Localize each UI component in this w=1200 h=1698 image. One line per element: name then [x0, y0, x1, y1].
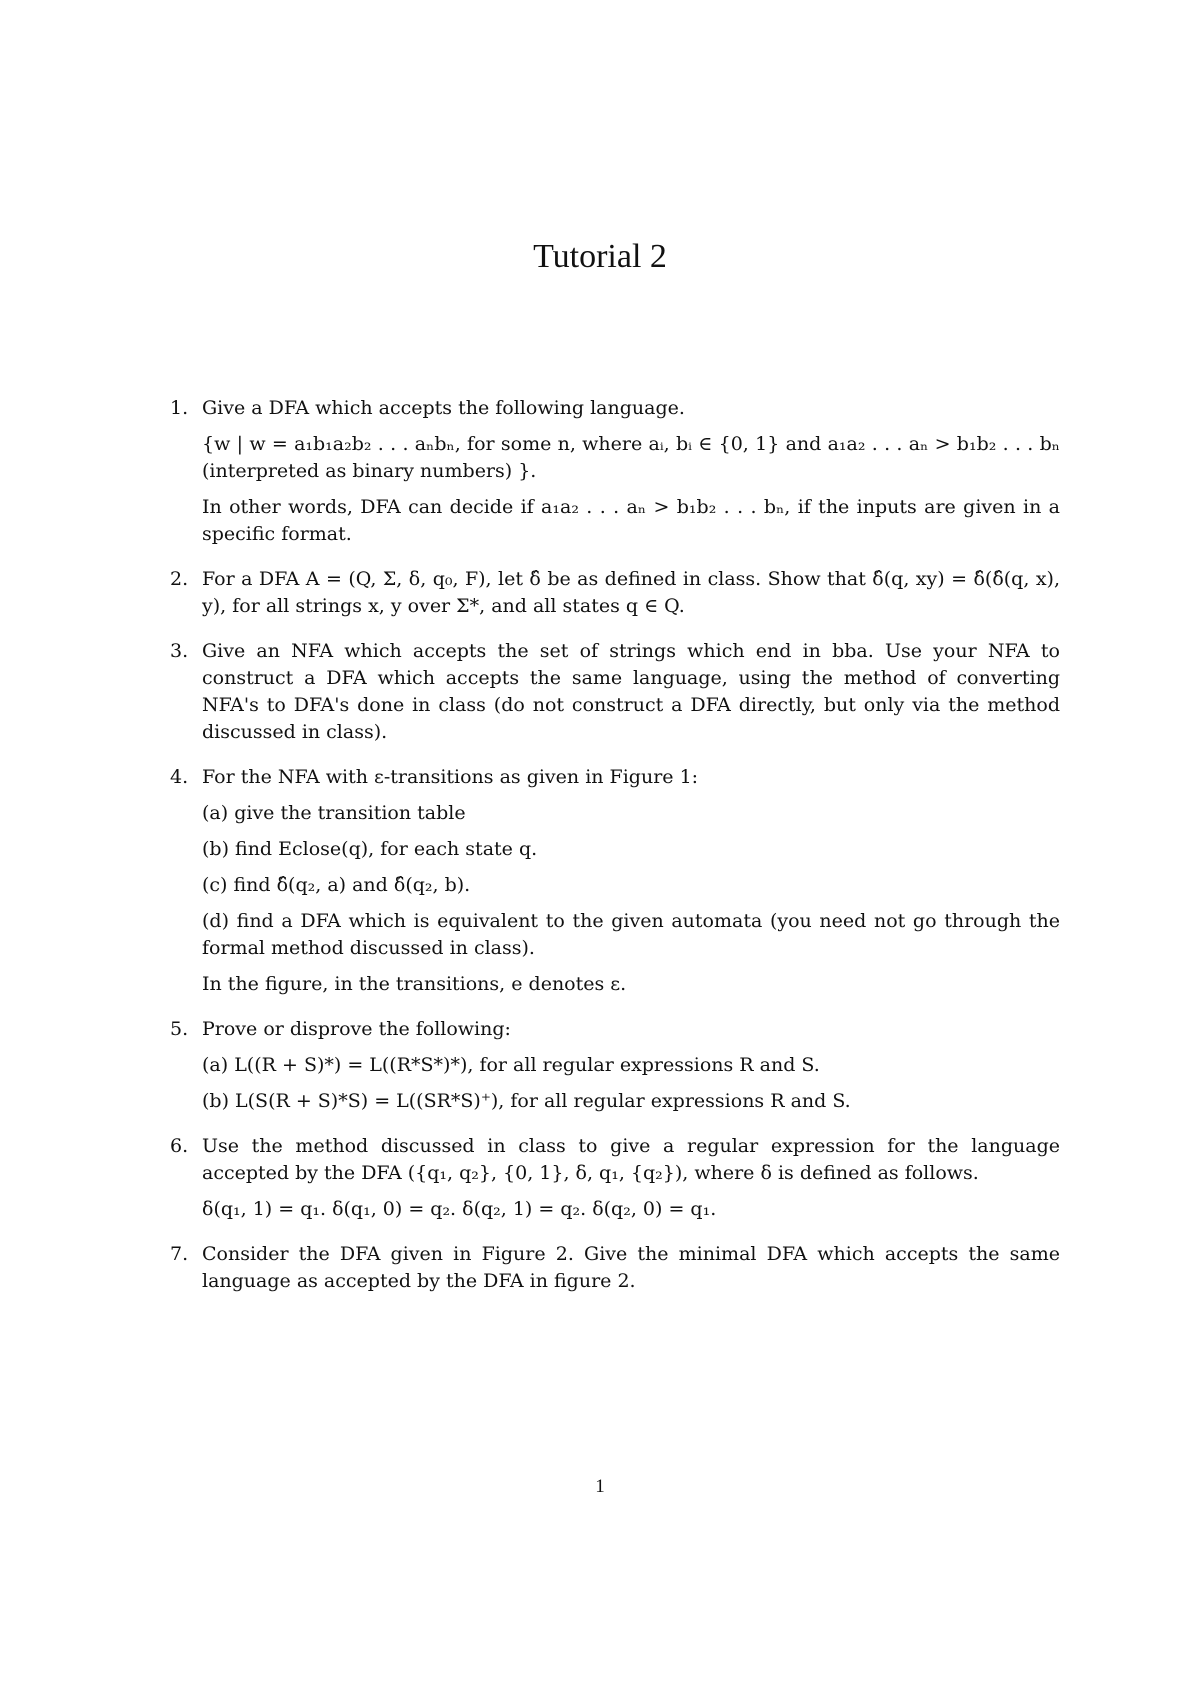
problem-body	[202, 1016, 1060, 1115]
problem-text: In the figure, in the transitions, e denotes ε.	[202, 973, 627, 995]
problem-text: δ(q₁, 1) = q₁. δ(q₁, 0) = q₂. δ(q₂, 1) = q₂. δ(q₂, 0) = q₁.	[202, 1198, 717, 1220]
problem-3	[170, 638, 1060, 746]
problem-5	[170, 1016, 1060, 1115]
problem-text: For the NFA with ε-transitions as given in Figure 1:	[202, 766, 699, 788]
problem-text: For a DFA A = (Q, Σ, δ, q₀, F), let δ̂ be as defined in class. Show that δ̂(q, xy) = δ̂(δ̂(q, x), y), for all strings x, y over Σ*, and all states q ∈ Q.	[202, 568, 1060, 617]
problem-1	[170, 395, 1060, 548]
problem-6	[170, 1133, 1060, 1223]
problem-number: 5.	[170, 1018, 189, 1040]
problem-body	[202, 1241, 1060, 1295]
problem-subpart: (a) L((R + S)*) = L((R*S*)*), for all regular expressions R and S.	[202, 1054, 820, 1076]
problem-7	[170, 1241, 1060, 1295]
problem-text: Prove or disprove the following:	[202, 1018, 511, 1040]
problem-body	[202, 764, 1060, 998]
problem-4	[170, 764, 1060, 998]
page-number: 1	[595, 1476, 605, 1497]
problem-text: Give an NFA which accepts the set of strings which end in bba. Use your NFA to construct a DFA which accepts the same language, using the method of converting NFA's to DFA's done in class (do not construct a DFA directly, but only via the method discussed in class).	[202, 640, 1060, 743]
problem-number: 7.	[170, 1243, 189, 1265]
problem-number: 2.	[170, 568, 189, 590]
problem-subpart: (b) find Eclose(q), for each state q.	[202, 838, 538, 860]
problem-text: Use the method discussed in class to give a regular expression for the language accepted by the DFA ({q₁, q₂}, {0, 1}, δ, q₁, {q₂}), where δ is defined as follows.	[202, 1135, 1060, 1184]
problem-2	[170, 566, 1060, 620]
problem-number: 3.	[170, 640, 189, 662]
problem-number: 1.	[170, 397, 189, 419]
problem-text: Consider the DFA given in Figure 2. Give the minimal DFA which accepts the same language as accepted by the DFA in figure 2.	[202, 1243, 1060, 1292]
problem-subpart: (a) give the transition table	[202, 802, 466, 824]
problem-text: In other words, DFA can decide if a₁a₂ . . . aₙ > b₁b₂ . . . bₙ, if the inputs are given in a specific format.	[202, 496, 1060, 545]
problem-body	[202, 638, 1060, 746]
problem-body	[202, 566, 1060, 620]
problem-text: {w | w = a₁b₁a₂b₂ . . . aₙbₙ, for some n, where aᵢ, bᵢ ∈ {0, 1} and a₁a₂ . . . aₙ > b₁b₂ . . . bₙ (interpreted as binary numbers) }.	[202, 433, 1060, 482]
problem-subpart: (c) find δ̂(q₂, a) and δ̂(q₂, b).	[202, 874, 471, 896]
problem-text: Give a DFA which accepts the following language.	[202, 397, 685, 419]
problem-subpart: (d) find a DFA which is equivalent to the given automata (you need not go through the formal method discussed in class).	[202, 910, 1060, 959]
problem-list	[170, 395, 1060, 1313]
problem-body	[202, 1133, 1060, 1223]
problem-number: 6.	[170, 1135, 189, 1157]
problem-subpart: (b) L(S(R + S)*S) = L((SR*S)⁺), for all regular expressions R and S.	[202, 1090, 851, 1112]
problem-number: 4.	[170, 766, 189, 788]
problem-body	[202, 395, 1060, 548]
page-title: Tutorial 2	[533, 238, 667, 275]
